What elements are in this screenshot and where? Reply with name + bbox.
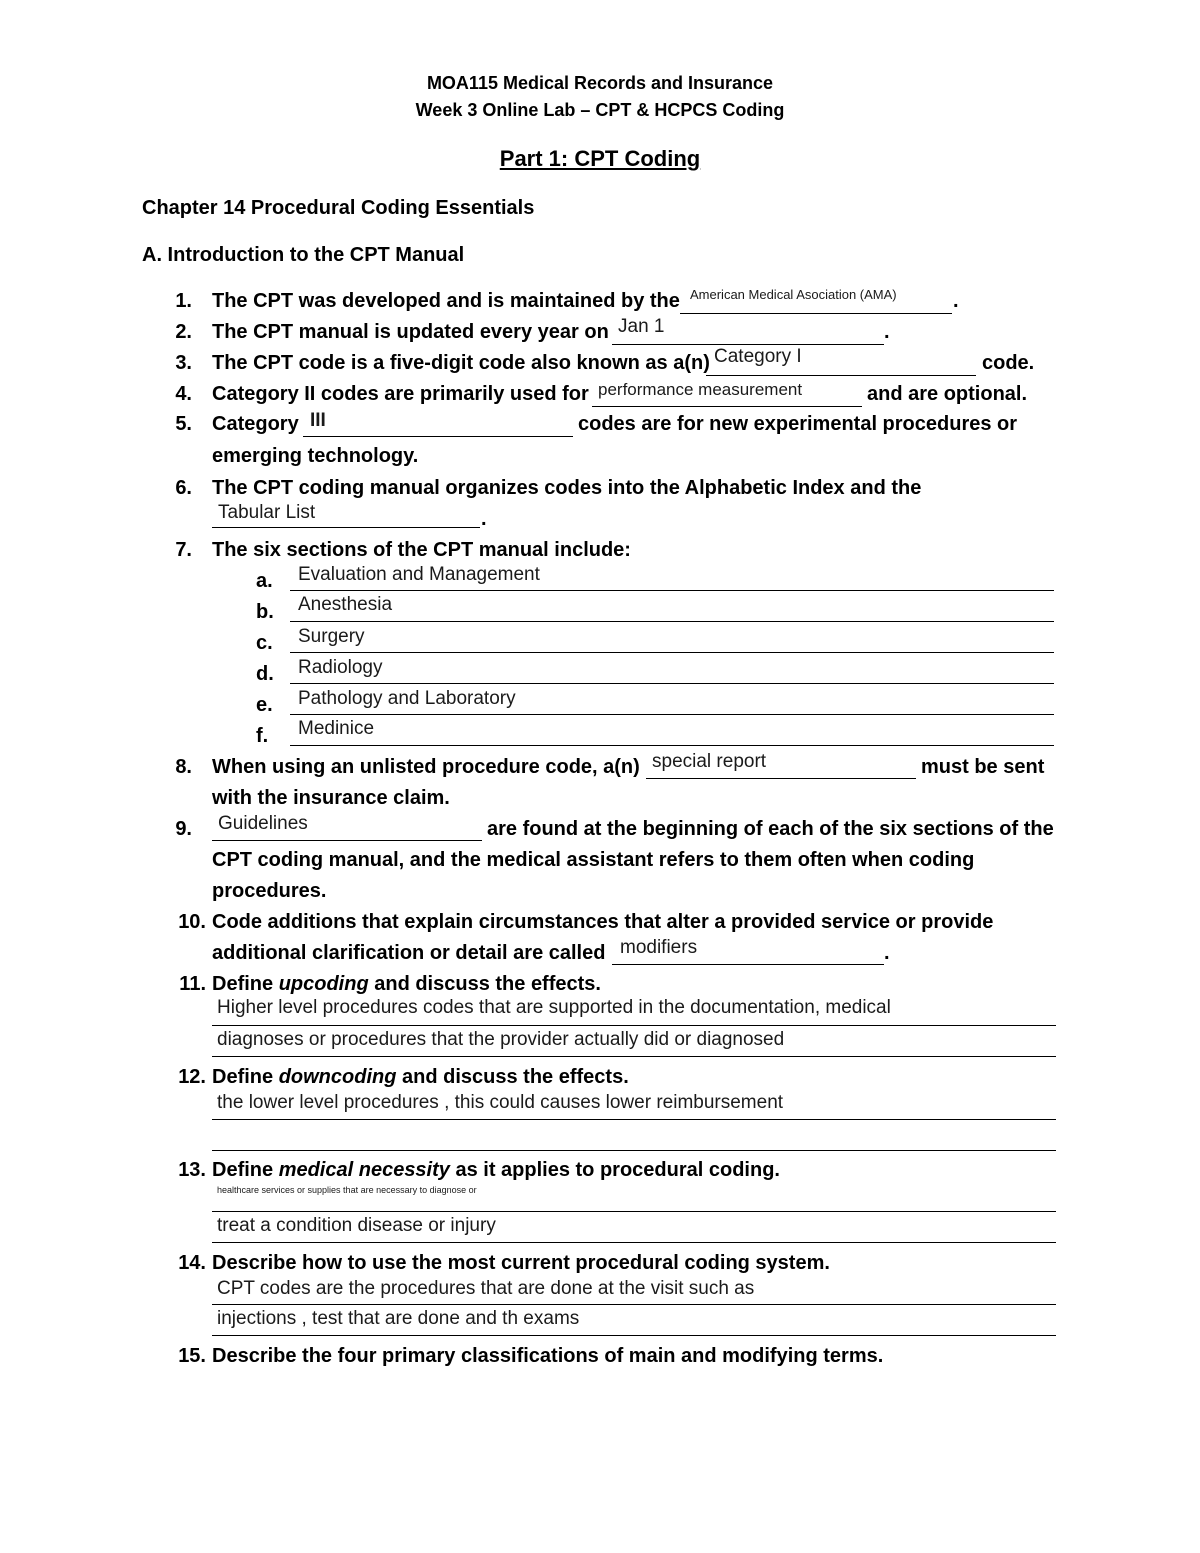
- answer-field[interactable]: performance measurement: [598, 380, 803, 399]
- list-letter-a: a.: [256, 570, 273, 592]
- question-text-end: as it applies to procedural coding.: [449, 1159, 780, 1181]
- question-text: Define: [212, 973, 279, 995]
- question-text: Describe the four primary classifications of main and modifying terms.: [212, 1345, 884, 1367]
- answer-field-line1[interactable]: the lower level procedures , this could causes lower reimbursement: [217, 1092, 784, 1113]
- answer-field-e[interactable]: Pathology and Laboratory: [298, 688, 516, 709]
- question-text: When using an unlisted procedure code, a(n): [212, 756, 640, 778]
- answer-line: [212, 527, 480, 528]
- answer-line: [212, 1150, 1056, 1151]
- answer-line: [212, 1119, 1056, 1120]
- answer-field[interactable]: modifiers: [620, 937, 698, 958]
- question-number: 1.: [175, 290, 192, 312]
- answer-line: [612, 964, 884, 965]
- question-number: 7.: [175, 539, 192, 561]
- question-text-line2: additional clarification or detail are called: [212, 942, 606, 964]
- answer-field[interactable]: Tabular List: [218, 502, 316, 523]
- list-letter-e: e.: [256, 694, 273, 716]
- answer-line: [212, 1025, 1056, 1026]
- answer-field-line2[interactable]: injections , test that are done and th exams: [217, 1308, 580, 1329]
- question-text-end: .: [884, 942, 890, 964]
- question-text-line3: procedures.: [212, 880, 327, 902]
- answer-line: [212, 1242, 1056, 1243]
- question-number: 2.: [175, 321, 192, 343]
- question-text: The CPT manual is updated every year on: [212, 321, 609, 343]
- answer-field[interactable]: American Medical Asociation (AMA): [690, 287, 897, 302]
- question-text-end: and are optional.: [867, 383, 1028, 405]
- list-letter-d: d.: [256, 663, 274, 685]
- question-number: 11.: [179, 973, 206, 995]
- answer-field[interactable]: III: [310, 410, 326, 431]
- answer-field-line2[interactable]: treat a condition disease or injury: [217, 1215, 496, 1236]
- answer-field-small[interactable]: healthcare services or supplies that are necessary to diagnose or: [217, 1185, 477, 1195]
- question-number: 13.: [178, 1159, 206, 1181]
- question-number: 9.: [175, 818, 192, 840]
- section-heading: A. Introduction to the CPT Manual: [142, 244, 465, 266]
- answer-line: [212, 1056, 1056, 1057]
- answer-line: [212, 840, 482, 841]
- question-text-end: .: [953, 290, 959, 312]
- answer-line: [303, 436, 573, 437]
- question-term: downcoding: [278, 1066, 397, 1088]
- question-term: upcoding: [278, 973, 369, 995]
- answer-field-d[interactable]: Radiology: [298, 657, 383, 678]
- question-text-end: and discuss the effects.: [396, 1066, 629, 1088]
- chapter-heading: Chapter 14 Procedural Coding Essentials: [142, 197, 535, 219]
- answer-field-line1[interactable]: Higher level procedures codes that are supported in the documentation, medical: [217, 997, 891, 1018]
- list-letter-c: c.: [256, 632, 273, 654]
- answer-line: [290, 590, 1054, 591]
- question-text-line2: emerging technology.: [212, 445, 419, 467]
- question-text: Code additions that explain circumstances that alter a provided service or provide: [212, 911, 994, 933]
- question-number: 6.: [175, 477, 192, 499]
- question-text: Category: [212, 413, 299, 435]
- answer-field[interactable]: Category I: [714, 346, 802, 367]
- question-number: 12.: [178, 1066, 206, 1088]
- answer-line: [212, 1211, 1056, 1212]
- question-number: 5.: [175, 413, 192, 435]
- question-number: 3.: [175, 352, 192, 374]
- answer-line: [592, 406, 862, 407]
- lab-title: Week 3 Online Lab – CPT & HCPCS Coding: [415, 100, 785, 120]
- question-text-end: codes are for new experimental procedures or: [578, 413, 1018, 435]
- list-letter-b: b.: [256, 601, 274, 623]
- answer-line: [290, 745, 1054, 746]
- answer-field-f[interactable]: Medinice: [298, 718, 375, 739]
- answer-field[interactable]: Jan 1: [618, 316, 665, 337]
- list-letter-f: f.: [256, 725, 269, 747]
- question-text-end: and discuss the effects.: [368, 973, 601, 995]
- answer-line: [212, 1335, 1056, 1336]
- question-text: Describe how to use the most current procedural coding system.: [212, 1252, 830, 1274]
- question-text: are found at the beginning of each of the six sections of the: [487, 818, 1054, 840]
- answer-field[interactable]: Guidelines: [218, 813, 308, 834]
- question-text: Category II codes are primarily used for: [212, 383, 589, 405]
- question-number: 8.: [175, 756, 192, 778]
- answer-field[interactable]: special report: [652, 751, 767, 772]
- question-text-line2: CPT coding manual, and the medical assistant refers to them often when coding: [212, 849, 975, 871]
- answer-line: [290, 652, 1054, 653]
- question-number: 4.: [175, 383, 192, 405]
- question-term: medical necessity: [278, 1159, 450, 1181]
- question-text: The CPT coding manual organizes codes into the Alphabetic Index and the: [212, 477, 922, 499]
- question-text: Define: [212, 1159, 279, 1181]
- answer-line: [212, 1304, 1056, 1305]
- question-text: The CPT was developed and is maintained by the: [212, 290, 680, 312]
- answer-line: [290, 714, 1054, 715]
- answer-field-line2[interactable]: diagnoses or procedures that the provider actually did or diagnosed: [217, 1029, 785, 1050]
- question-text: The six sections of the CPT manual include:: [212, 539, 631, 561]
- question-text: Define: [212, 1066, 279, 1088]
- course-title: MOA115 Medical Records and Insurance: [426, 73, 774, 93]
- question-text-end: .: [884, 321, 890, 343]
- question-text-end: code.: [982, 352, 1035, 374]
- answer-field-a[interactable]: Evaluation and Management: [298, 564, 540, 585]
- answer-line: [612, 344, 884, 345]
- answer-line: [646, 778, 916, 779]
- question-number: 14.: [178, 1252, 206, 1274]
- answer-line: [290, 621, 1054, 622]
- question-number: 15.: [178, 1345, 206, 1367]
- answer-line: [706, 375, 976, 376]
- question-text-end: must be sent: [921, 756, 1045, 778]
- question-text-line2: with the insurance claim.: [212, 787, 450, 809]
- part-title: Part 1: CPT Coding: [499, 146, 701, 171]
- question-text-end: .: [481, 508, 487, 530]
- answer-field-line1[interactable]: CPT codes are the procedures that are done at the visit such as: [217, 1278, 755, 1299]
- answer-line: [680, 313, 952, 314]
- question-text: The CPT code is a five-digit code also known as a(n): [212, 352, 710, 374]
- answer-field-b[interactable]: Anesthesia: [298, 594, 393, 615]
- answer-line: [290, 683, 1054, 684]
- question-number: 10.: [178, 911, 206, 933]
- answer-field-c[interactable]: Surgery: [298, 626, 365, 647]
